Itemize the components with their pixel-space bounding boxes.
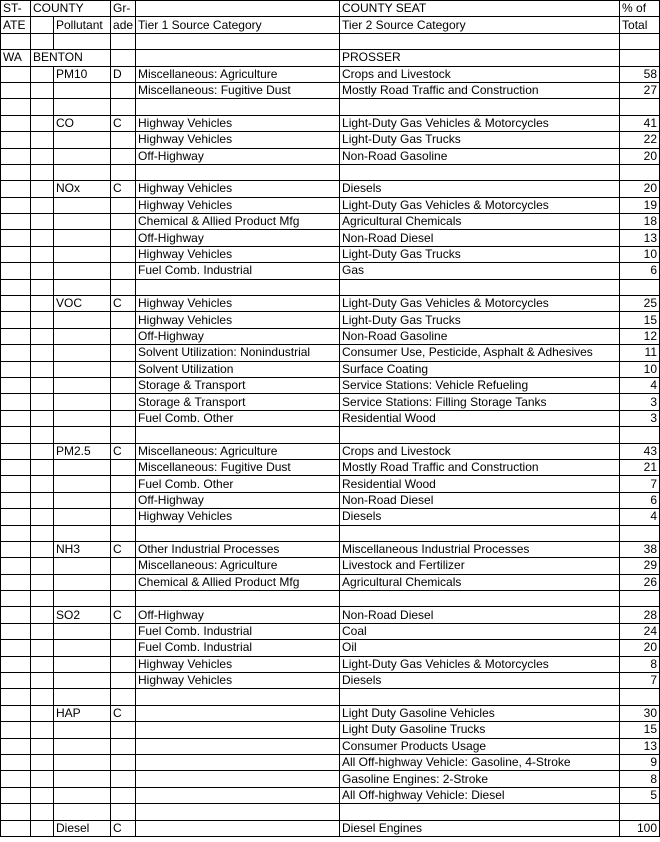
- pct-cell: 7: [620, 476, 660, 492]
- table-row: [1, 558, 660, 574]
- pct-cell: 58: [620, 66, 660, 82]
- pollutant-cell: NH3: [54, 541, 111, 557]
- pct-cell: 22: [620, 132, 660, 148]
- grade-cell: C: [111, 115, 136, 131]
- table-row: [1, 656, 660, 672]
- tier1-cell: Off-Highway: [136, 328, 340, 344]
- table-row: [1, 509, 660, 525]
- county-seat-cell: PROSSER: [340, 50, 620, 66]
- tier2-cell: Coal: [340, 623, 620, 639]
- table-row: [1, 361, 660, 377]
- header-pct-bottom: Total: [620, 17, 660, 33]
- table-row: [1, 705, 660, 721]
- tier2-cell: Mostly Road Traffic and Construction: [340, 459, 620, 475]
- tier1-cell: Highway Vehicles: [136, 312, 340, 328]
- tier2-cell: Crops and Livestock: [340, 66, 620, 82]
- pct-cell: 100: [620, 820, 660, 836]
- tier2-cell: Light Duty Gasoline Trucks: [340, 722, 620, 738]
- pct-cell: 27: [620, 82, 660, 98]
- pollutant-cell: HAP: [54, 705, 111, 721]
- pollutant-cell: NOx: [54, 181, 111, 197]
- pollutant-cell: VOC: [54, 296, 111, 312]
- tier1-cell: Solvent Utilization: [136, 361, 340, 377]
- tier2-cell: Residential Wood: [340, 410, 620, 426]
- tier2-cell: Residential Wood: [340, 476, 620, 492]
- tier1-cell: Chemical & Allied Product Mfg: [136, 574, 340, 590]
- table-row: [1, 787, 660, 803]
- tier1-cell: Miscellaneous: Agriculture: [136, 66, 340, 82]
- pct-cell: 11: [620, 345, 660, 361]
- tier2-cell: Light-Duty Gas Trucks: [340, 132, 620, 148]
- tier2-cell: All Off-highway Vehicle: Diesel: [340, 787, 620, 803]
- table-row: [1, 394, 660, 410]
- tier1-cell: [136, 754, 340, 770]
- tier1-cell: Miscellaneous: Agriculture: [136, 443, 340, 459]
- tier2-cell: Surface Coating: [340, 361, 620, 377]
- header-county: COUNTY: [31, 1, 111, 17]
- tier1-cell: Off-Highway: [136, 148, 340, 164]
- table-row: [1, 377, 660, 393]
- table-row: [1, 640, 660, 656]
- table-row: [1, 541, 660, 557]
- tier2-cell: Diesel Engines: [340, 820, 620, 836]
- tier1-cell: Other Industrial Processes: [136, 541, 340, 557]
- tier2-cell: Light-Duty Gas Vehicles & Motorcycles: [340, 656, 620, 672]
- pct-cell: 19: [620, 197, 660, 213]
- pollutant-cell: PM10: [54, 66, 111, 82]
- header-pct-top: % of: [620, 1, 660, 17]
- grade-cell: C: [111, 705, 136, 721]
- tier2-cell: Light-Duty Gas Vehicles & Motorcycles: [340, 115, 620, 131]
- table-row: [1, 296, 660, 312]
- tier2-cell: Service Stations: Filling Storage Tanks: [340, 394, 620, 410]
- table-row: [1, 66, 660, 82]
- pollutant-cell: SO2: [54, 607, 111, 623]
- pct-cell: 10: [620, 361, 660, 377]
- table-row: [1, 607, 660, 623]
- tier1-cell: Fuel Comb. Other: [136, 410, 340, 426]
- table-row: [1, 623, 660, 639]
- tier1-cell: Highway Vehicles: [136, 296, 340, 312]
- table-row: [1, 115, 660, 131]
- table-row: [1, 459, 660, 475]
- header-grade-bottom: ade: [111, 17, 136, 33]
- header-grade-top: Gr-: [111, 1, 136, 17]
- table-row: [1, 410, 660, 426]
- tier2-cell: Gas: [340, 263, 620, 279]
- header-pollutant: Pollutant: [54, 17, 111, 33]
- pct-cell: 9: [620, 754, 660, 770]
- table-row: [1, 754, 660, 770]
- tier1-cell: [136, 705, 340, 721]
- pct-cell: 4: [620, 377, 660, 393]
- tier1-cell: Off-Highway: [136, 492, 340, 508]
- tier2-cell: Diesels: [340, 673, 620, 689]
- pct-cell: 12: [620, 328, 660, 344]
- grade-cell: C: [111, 607, 136, 623]
- pct-cell: 43: [620, 443, 660, 459]
- grade-cell: C: [111, 181, 136, 197]
- tier2-cell: Mostly Road Traffic and Construction: [340, 82, 620, 98]
- tier2-cell: Non-Road Gasoline: [340, 328, 620, 344]
- pct-cell: 24: [620, 623, 660, 639]
- tier2-cell: Consumer Products Usage: [340, 738, 620, 754]
- grade-cell: C: [111, 296, 136, 312]
- table-row: [1, 328, 660, 344]
- pct-cell: 28: [620, 607, 660, 623]
- tier1-cell: Miscellaneous: Fugitive Dust: [136, 459, 340, 475]
- table-row: [1, 197, 660, 213]
- pct-cell: 10: [620, 246, 660, 262]
- header-state-bottom: ATE: [1, 17, 31, 33]
- tier2-cell: Light-Duty Gas Vehicles & Motorcycles: [340, 296, 620, 312]
- spacer-row: [1, 279, 660, 295]
- pct-cell: 38: [620, 541, 660, 557]
- table-row: [1, 738, 660, 754]
- header-row-1: [1, 1, 660, 17]
- pct-cell: 13: [620, 738, 660, 754]
- tier1-cell: Solvent Utilization: Nonindustrial: [136, 345, 340, 361]
- header-blank: [136, 1, 340, 17]
- table-row: [1, 246, 660, 262]
- tier1-cell: Storage & Transport: [136, 377, 340, 393]
- spacer-row: [1, 99, 660, 115]
- table-row: [1, 574, 660, 590]
- tier2-cell: Consumer Use, Pesticide, Asphalt & Adhesives: [340, 345, 620, 361]
- tier1-cell: [136, 787, 340, 803]
- tier1-cell: Miscellaneous: Agriculture: [136, 558, 340, 574]
- table-row: [1, 132, 660, 148]
- tier1-cell: Off-Highway: [136, 607, 340, 623]
- tier2-cell: Service Stations: Vehicle Refueling: [340, 377, 620, 393]
- header-county-seat: COUNTY SEAT: [340, 1, 620, 17]
- tier2-cell: Crops and Livestock: [340, 443, 620, 459]
- pct-cell: 20: [620, 148, 660, 164]
- tier1-cell: Fuel Comb. Industrial: [136, 263, 340, 279]
- pollutant-cell: Diesel: [54, 820, 111, 836]
- table-row: [1, 722, 660, 738]
- tier2-cell: Diesels: [340, 181, 620, 197]
- pct-cell: 20: [620, 640, 660, 656]
- grade-cell: C: [111, 443, 136, 459]
- table-row: [1, 82, 660, 98]
- spacer-row: [1, 33, 660, 49]
- tier2-cell: Non-Road Gasoline: [340, 148, 620, 164]
- header-county-blank: [31, 17, 54, 33]
- tier2-cell: Agricultural Chemicals: [340, 574, 620, 590]
- tier1-cell: Miscellaneous: Fugitive Dust: [136, 82, 340, 98]
- tier1-cell: [136, 722, 340, 738]
- table-row: [1, 345, 660, 361]
- pollutant-cell: PM2.5: [54, 443, 111, 459]
- tier2-cell: Non-Road Diesel: [340, 492, 620, 508]
- pollutant-cell: CO: [54, 115, 111, 131]
- table-row: [1, 673, 660, 689]
- tier1-cell: Chemical & Allied Product Mfg: [136, 214, 340, 230]
- spacer-row: [1, 164, 660, 180]
- pct-cell: 30: [620, 705, 660, 721]
- pct-cell: 18: [620, 214, 660, 230]
- table-row: [1, 443, 660, 459]
- table-row: [1, 771, 660, 787]
- tier2-cell: Light Duty Gasoline Vehicles: [340, 705, 620, 721]
- pct-cell: 21: [620, 459, 660, 475]
- tier1-cell: [136, 771, 340, 787]
- tier1-cell: Off-Highway: [136, 230, 340, 246]
- pct-cell: 4: [620, 509, 660, 525]
- tier1-cell: Highway Vehicles: [136, 132, 340, 148]
- spacer-row: [1, 525, 660, 541]
- spacer-row: [1, 689, 660, 705]
- tier2-cell: Oil: [340, 640, 620, 656]
- header-tier2: Tier 2 Source Category: [340, 17, 620, 33]
- pct-cell: 26: [620, 574, 660, 590]
- tier2-cell: Diesels: [340, 509, 620, 525]
- tier1-cell: Fuel Comb. Industrial: [136, 623, 340, 639]
- tier1-cell: Fuel Comb. Other: [136, 476, 340, 492]
- pct-cell: 20: [620, 181, 660, 197]
- pct-cell: 8: [620, 771, 660, 787]
- table-row: [1, 181, 660, 197]
- spacer-row: [1, 591, 660, 607]
- tier2-cell: Light-Duty Gas Trucks: [340, 246, 620, 262]
- table-row: [1, 492, 660, 508]
- tier1-cell: Highway Vehicles: [136, 656, 340, 672]
- table-row: [1, 230, 660, 246]
- tier1-cell: [136, 820, 340, 836]
- location-row: [1, 50, 660, 66]
- pct-cell: 3: [620, 394, 660, 410]
- pct-cell: 8: [620, 656, 660, 672]
- tier2-cell: Livestock and Fertilizer: [340, 558, 620, 574]
- header-state-top: ST-: [1, 1, 31, 17]
- tier2-cell: Gasoline Engines: 2-Stroke: [340, 771, 620, 787]
- pct-cell: 13: [620, 230, 660, 246]
- pct-cell: 7: [620, 673, 660, 689]
- pct-cell: 15: [620, 722, 660, 738]
- pct-cell: 41: [620, 115, 660, 131]
- table-row: [1, 820, 660, 836]
- spacer-row: [1, 804, 660, 820]
- grade-cell: C: [111, 820, 136, 836]
- tier1-cell: Fuel Comb. Industrial: [136, 640, 340, 656]
- tier1-cell: Highway Vehicles: [136, 673, 340, 689]
- pct-cell: 6: [620, 263, 660, 279]
- pct-cell: 29: [620, 558, 660, 574]
- table-row: [1, 148, 660, 164]
- tier1-cell: Highway Vehicles: [136, 115, 340, 131]
- header-row-2: [1, 17, 660, 33]
- tier1-cell: Highway Vehicles: [136, 509, 340, 525]
- tier1-cell: Highway Vehicles: [136, 181, 340, 197]
- tier2-cell: All Off-highway Vehicle: Gasoline, 4-Stroke: [340, 754, 620, 770]
- state-cell: WA: [1, 50, 31, 66]
- tier1-cell: Highway Vehicles: [136, 246, 340, 262]
- pct-cell: 5: [620, 787, 660, 803]
- pct-cell: 6: [620, 492, 660, 508]
- table-row: [1, 214, 660, 230]
- tier1-cell: Storage & Transport: [136, 394, 340, 410]
- tier2-cell: Light-Duty Gas Vehicles & Motorcycles: [340, 197, 620, 213]
- tier2-cell: Miscellaneous Industrial Processes: [340, 541, 620, 557]
- tier2-cell: Light-Duty Gas Trucks: [340, 312, 620, 328]
- table-row: [1, 476, 660, 492]
- pct-cell: 25: [620, 296, 660, 312]
- tier2-cell: Agricultural Chemicals: [340, 214, 620, 230]
- header-tier1: Tier 1 Source Category: [136, 17, 340, 33]
- table-row: [1, 312, 660, 328]
- grade-cell: C: [111, 541, 136, 557]
- county-cell: BENTON: [31, 50, 111, 66]
- tier2-cell: Non-Road Diesel: [340, 230, 620, 246]
- spacer-row: [1, 427, 660, 443]
- pct-cell: 3: [620, 410, 660, 426]
- tier2-cell: Non-Road Diesel: [340, 607, 620, 623]
- tier1-cell: Highway Vehicles: [136, 197, 340, 213]
- tier1-cell: [136, 738, 340, 754]
- table-row: [1, 263, 660, 279]
- pct-cell: 15: [620, 312, 660, 328]
- grade-cell: D: [111, 66, 136, 82]
